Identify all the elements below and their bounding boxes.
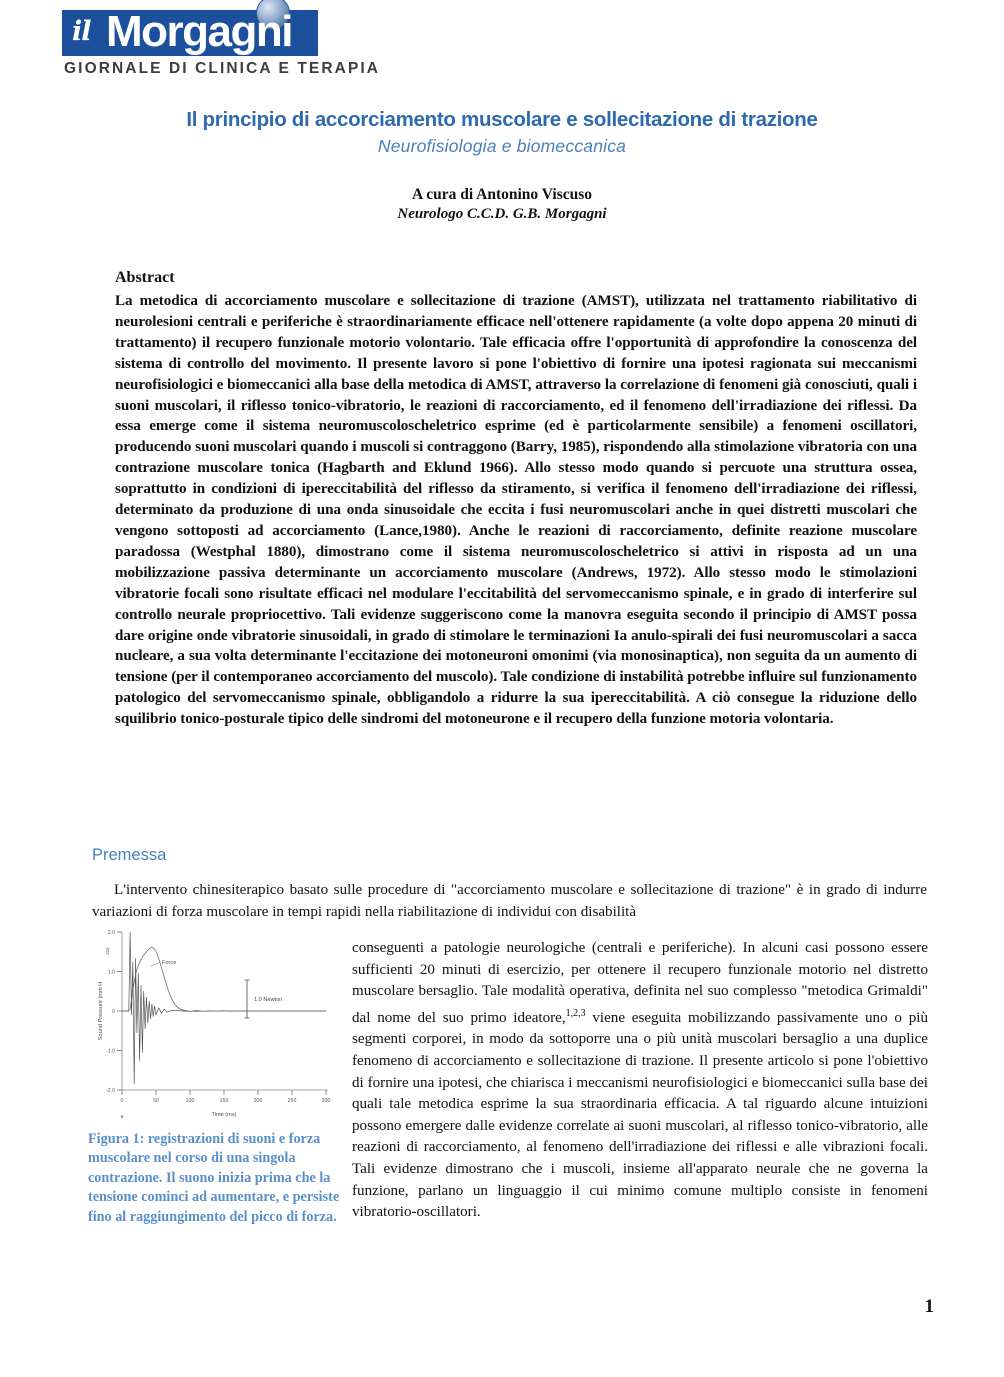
- x-axis-ticks: [121, 1090, 331, 1104]
- page-number: 1: [924, 1296, 934, 1317]
- logo-title-text: Morgagni: [106, 7, 292, 56]
- premessa-column-part2: viene eseguita mobilizzando passivamente uno o più segmenti corporei, in modo da sottoporre una o più unità muscolari bersaglio a una duplice fenomeno di accorciamento e sollecitazione di trazione. Il presente articolo si pone l'obiettivo di fornire una ipotesi, che chiarisca i meccanismi neurofisiologici e biomeccanici sulla base dei quali tale metodica esprime la sua straordinaria efficacia. A tal riguardo alcune intuizioni possono emergere dalle evidenze correlate ai suoni muscolari, al riflesso tonico-vibratorio, alle reazioni di raccorciamento, al fenomeno dell'irradiazione dei riflessi e alle vibrazioni focali. Tali evidenze dimostrano che i muscoli, insieme all'apparato neurale che ne governa la funzione, parlano un linguaggio il cui minimo comune multiplo consiste in fenomeni vibratorio-oscillatori.: [352, 1009, 929, 1221]
- logo-subtitle-text: GIORNALE DI CLINICA E TERAPIA: [64, 60, 381, 77]
- sound-force-line-chart: [88, 922, 340, 1126]
- x-tick-label-50: 50: [153, 1098, 159, 1104]
- x-tick-label-300: 300: [321, 1098, 331, 1104]
- byline-author: A cura di Antonino Viscuso: [411, 186, 593, 203]
- series-sound-pressure: [122, 932, 326, 1084]
- page-title: Il principio di accorciamento muscolare e sollecitazione di trazione: [186, 108, 818, 131]
- byline-affiliation: Neurologo C.C.D. G.B. Morgagni: [397, 206, 607, 222]
- y-tick-label-0: 0: [112, 1009, 115, 1015]
- x-tick-label-100: 100: [185, 1098, 195, 1104]
- premessa-reference-markers: 1,2,3: [565, 1007, 586, 1019]
- premessa-column-text: [352, 938, 928, 1224]
- premessa-column-part1: conseguenti a patologie neurologiche (centrali e periferiche). In alcuni casi possono essere sufficienti 20 minuti di esercizio, per ottenere il recupero funzionale motorio nel distretto muscolare bersaglio. Tale modalità operativa, definita nel suo complesso "metodica Grimaldi" dal nome del suo primo ideatore,: [352, 940, 928, 1026]
- y-tick-label-1: 1.0: [107, 969, 115, 976]
- figure-1: [88, 922, 340, 1227]
- series-force: [122, 948, 326, 1012]
- annotation-scale-bar: 1.0 Newton: [254, 997, 283, 1003]
- annotation-force: Force: [162, 960, 177, 966]
- figure-1-chart: [88, 922, 340, 1126]
- y-tick-label-neg1: -1.0: [106, 1048, 115, 1055]
- section-heading-premessa: Premessa: [92, 846, 167, 864]
- x-axis-title: Time (ms): [211, 1112, 237, 1118]
- x-tick-label-150: 150: [219, 1098, 229, 1104]
- y-axis-title-subscript: 2O): [105, 947, 110, 955]
- x-tick-label-250: 250: [287, 1098, 297, 1104]
- premessa-lead-paragraph: L'intervento chinesiterapico basato sulle procedure di "accorciamento muscolare e sollecitazione di trazione" è in grado di indurre variazioni di forza muscolare in tempi rapidi nella riabilitazione di individui con disabilità: [92, 882, 927, 920]
- x-tick-label-0: 0: [120, 1098, 124, 1104]
- logo-il-text: il: [72, 16, 91, 47]
- figure-1-caption: Figura 1: registrazioni di suoni e forza muscolare nel corso di una singola contrazione. Il suono inizia prima che la tensione cominci ad aumentare, e persiste fino al raggiungimento del picco di forza.: [88, 1131, 340, 1225]
- masthead-logo: [56, 4, 381, 82]
- x-tick-label-200: 200: [253, 1098, 263, 1104]
- abstract-heading: Abstract: [115, 269, 175, 286]
- abstract-body: La metodica di accorciamento muscolare e sollecitazione di trazione (AMST), utilizzata nel trattamento riabilitativo di neurolesioni centrali e periferiche è straordinariamente efficace nell'ottenere rapidamente (a volte dopo appena 20 minuti di trattamento) il recupero funzionale motorio volontario. Tale efficacia offre l'opportunità di approfondire la conoscenza del sistema di controllo del movimento. Il presente lavoro si pone l'obiettivo di fornire una ipotesi ragionata sui meccanismi neurofisiologici e biomeccanici alla base della metodica di AMST, attraverso la correlazione di fenomeni già conosciuti, quali i suoni muscolari, il riflesso tonico-vibratorio, le reazioni di raccorciamento, ed il fenomeno dell'irradiazione dei riflessi. Da essa emerge come il sistema neuromuscoloscheletrico esprime (ed è particolarmente sensibile) a fenomeni oscillatori, producendo suoni muscolari quando i muscoli si contraggono (Barry, 1985), rispondendo alla stimolazione vibratoria con una contrazione muscolare tonica (Hagbarth and Eklund 1966). Allo stesso modo quando si percuote una struttura ossea, soprattutto in condizioni di ipereccitabilità del riflesso da stiramento, si verifica il fenomeno dell'irradiazione dei riflessi, determinato da produzione di una onda sinusoidale che eccita i fusi neuromuscolari anche in quei distretti muscolari che vengono sottoposti ad accorciamento (Lance,1980). Anche le reazioni di raccorciamento, definite reazione muscolare paradossa (Westphal 1880), dimostrano come il sistema neuromuscoloscheletrico si attivi in risposta ad un una mobilizzazione passiva determinante un accorciamento muscolare (Andrews, 1972). Allo stesso modo le stimolazioni vibratorie focali sono risultate efficaci nel modulare l'eccitabilità del servomeccanismo spinale, e in grado di interferire sul controllo neurale propriocettivo. Tali evidenze suggeriscono come la manovra eseguita secondo il principio di AMST possa dare origine onde vibratorie sinusoidali, in grado di stimolare le terminazioni Ia anulo-spirali dei fusi neuromuscolari a sacca nucleare, a sua volta determinante l'eccitazione dei motoneuroni omonimi (via monosinaptica), non seguita da un aumento di tensione (per il contemporaneo accorciamento del muscolo). Tale condizione di instabilità potrebbe influire sul funzionamento patologico del servomeccanismo spinale, obbligandolo a ridurre la sua ipereccitabilità. A ciò consegue la riduzione dello squilibrio tonico-posturale tipico delle sindromi del motoneurone e il recupero della funzione motoria volontaria.: [115, 293, 917, 728]
- panel-label-a: a: [120, 1114, 124, 1120]
- y-tick-label-neg2: -2.0: [106, 1088, 115, 1094]
- y-axis-title: Sound Pressure (mm H: [98, 981, 104, 1041]
- y-tick-label-2: 2.0: [107, 930, 115, 936]
- page-subtitle: Neurofisiologia e biomeccanica: [377, 136, 627, 156]
- force-leader-line: [151, 962, 160, 966]
